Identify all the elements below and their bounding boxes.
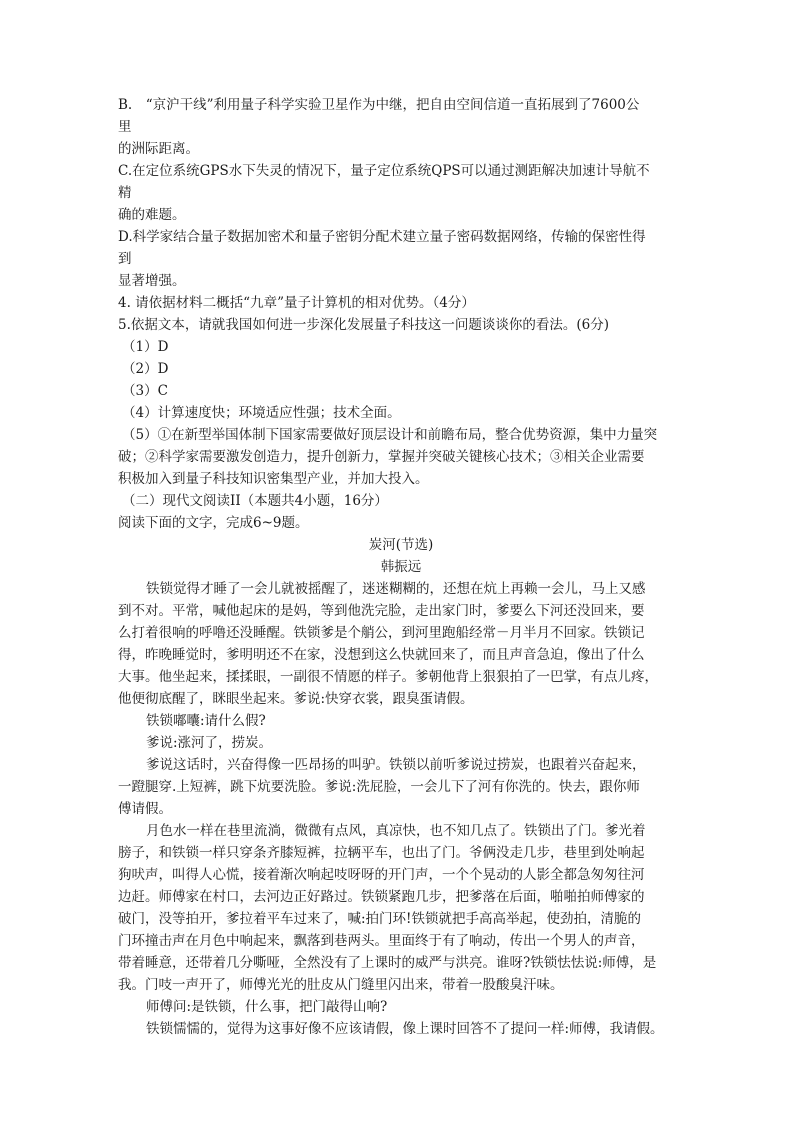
answer-1: （1）D	[122, 339, 169, 355]
answer-5-line-1: （5）①在新型举国体制下国家需要做好顶层设计和前瞻布局，整合优势资源，集中力量突	[122, 427, 658, 443]
story-p4-line-2: 一蹬腿穿.上短裤，跳下炕要洗脸。爹说:洗屁脸，一会儿下了河有你洗的。快去，跟你师	[118, 779, 640, 795]
answer-5-line-3: 积极加入到量子科技知识密集型产业，并加大投入。	[118, 471, 429, 487]
option-c-line-1: C.在定位系统GPS水下失灵的情况下，量子定位系统QPS可以通过测距解决加速计导航不	[118, 163, 650, 179]
option-d-line-3: 显著增强。	[118, 273, 186, 289]
story-p1-line-3: 么打着很响的呼噜还没睡醒。铁锁爹是个艄公，到河里跑船经常－月半月不回家。铁锁记	[118, 625, 645, 641]
story-p5-line-3: 狗吠声，叫得人心慌，接着渐次响起吱呀呀的开门声，一个个晃动的人影全都急匆匆往河	[118, 867, 645, 883]
story-p4-line-1: 爹说这话时，兴奋得像一匹昂扬的叫驴。铁锁以前听爹说过捞炭，也跟着兴奋起来，	[146, 757, 646, 773]
answer-3: （3）C	[122, 383, 168, 399]
option-c-line-3: 确的难题。	[118, 207, 186, 223]
story-p5-line-5: 破门，没等拍开，爹拉着平车过来了，喊:拍门环!铁锁就把手高高举起，使劲拍，清脆的	[118, 911, 641, 927]
answer-5-line-2: 破；②科学家需要激发创造力，提升创新力，掌握并突破关键核心技术；③相关企业需要	[118, 449, 645, 465]
option-c-line-2: 精	[118, 185, 132, 201]
question-4: 4. 请依据材料二概括“九章”量子计算机的相对优势。（4分）	[118, 295, 475, 311]
option-b-line-3: 的洲际距离。	[118, 141, 199, 157]
story-p5-line-6: 门环撞击声在月色中响起来，飘落到巷两头。里面终于有了响动，传出一个男人的声音，	[118, 933, 645, 949]
story-p1-line-6: 他便彻底醒了，眯眼坐起来。爹说:快穿衣裳，跟臭蛋请假。	[118, 691, 474, 707]
story-p3: 爹说:涨河了，捞炭。	[146, 735, 273, 751]
story-title: 炭河(节选)	[368, 537, 434, 553]
story-p6: 师傅问:是铁锁，什么事，把门敲得山响?	[146, 999, 388, 1015]
section-heading: （二）现代文阅读II（本题共4小题，16分）	[122, 493, 388, 509]
story-p5-line-4: 边赶。师傅家在村口，去河边正好路过。铁锁紧跑几步，把爹落在后面，啪啪拍师傅家的	[118, 889, 645, 905]
answer-4: （4）计算速度快；环境适应性强；技术全面。	[122, 405, 401, 421]
answer-2: （2）D	[122, 361, 169, 377]
story-p7: 铁锁懦懦的，觉得为这事好像不应该请假，像上课时回答不了提问一样:师傅，我请假。	[146, 1021, 664, 1037]
story-p5-line-1: 月色水一样在巷里流淌，微微有点风，真凉快，也不知几点了。铁锁出了门。爹光着	[146, 823, 646, 839]
story-author: 韩振远	[380, 559, 422, 575]
story-p4-line-3: 傅请假。	[118, 801, 172, 817]
question-options	[118, 94, 684, 1040]
story-p1-line-4: 得，昨晚睡觉时，爹明明还不在家，没想到这么快就回来了，而且声音急迫，像出了什么	[118, 647, 645, 663]
option-b-line-1: B. “京沪干线”利用量子科学实验卫星作为中继，把自由空间信道一直拓展到了7600公	[118, 97, 640, 113]
option-d-line-1: D.科学家结合量子数据加密术和量子密钥分配术建立量子密码数据网络，传输的保密性得	[118, 229, 646, 245]
reading-instruction: 阅读下面的文字，完成6~9题。	[118, 515, 309, 531]
story-p5-line-7: 带着睡意，还带着几分嘶哑，全然没有了上课时的威严与洪亮。谁呀?铁锁怯怯说:师傅，是	[118, 955, 657, 971]
story-p1-line-5: 大事。他坐起来，揉揉眼，一副很不情愿的样子。爹朝他背上狠狠拍了一巴掌，有点儿疼，	[118, 669, 658, 685]
story-p1-line-2: 到不对。平常，喊他起床的是妈，等到他洗完脸，走出家门时，爹要么下河还没回来，要	[118, 603, 645, 619]
question-5: 5.依据文本，请就我国如何进一步深化发展量子科技这一问题谈谈你的看法。(6分)	[118, 317, 610, 333]
story-p5-line-2: 膀子，和铁锁一样只穿条齐膝短裤，拉辆平车，也出了门。爷俩没走几步，巷里到处响起	[118, 845, 645, 861]
story-p5-line-8: 我。门吱一声开了，师傅光光的肚皮从门缝里闪出来，带着一股酸臭汗味。	[118, 977, 564, 993]
option-b-line-2: 里	[118, 119, 132, 135]
story-p1-line-1: 铁锁觉得才睡了一会儿就被摇醒了，迷迷糊糊的，还想在炕上再赖一会儿，马上又感	[146, 581, 646, 597]
option-d-line-2: 到	[118, 251, 132, 267]
story-p2: 铁锁嘟囔:请什么假?	[146, 713, 266, 729]
